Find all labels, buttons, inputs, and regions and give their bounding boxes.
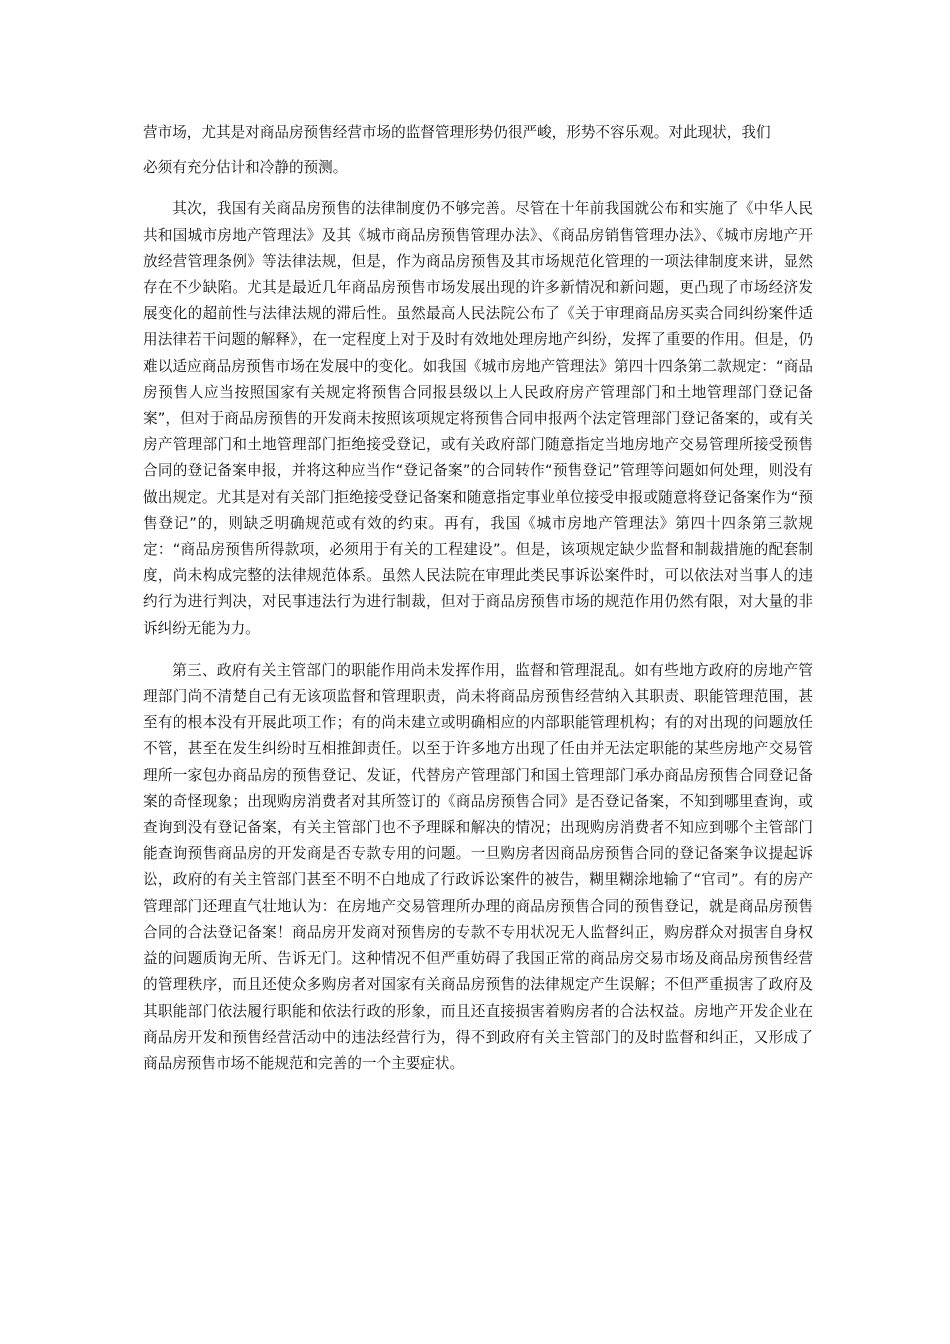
- document-page: [143, 120, 813, 1077]
- paragraph-third-point: 第三、政府有关主管部门的职能作用尚未发挥作用，监督和管理混乱。如有些地方政府的房地产管理部门尚不清楚自己有无该项监督和管理职责，尚未将商品房预售经营纳入其职责、职能管理范围，甚至有的根本没有开展此项工作；有的尚未建立或明确相应的内部职能管理机构；有的对出现的问题放任不管，甚至在发生纠纷时互相推卸责任。以至于许多地方出现了任由并无法定职能的某些房地产交易管理所一家包办商品房的预售登记、发证，代替房产管理部门和国土管理部门承办商品房预售合同登记备案的奇怪现象；出现购房消费者对其所签订的《商品房预售合同》是否登记备案，不知到哪里查询，或查询到没有登记备案，有关主管部门也不予理睬和解决的情况；出现购房消费者不知应到哪个主管部门能查询预售商品房的开发商是否专款专用的问题。一旦购房者因商品房预售合同的登记备案争议提起诉讼，政府的有关主管部门甚至不明不白地成了行政诉讼案件的被告，糊里糊涂地输了“官司”。有的房产管理部门还理直气壮地认为：在房地产交易管理所办理的商品房预售合同的预售登记，就是商品房预售合同的合法登记备案！商品房开发商对预售房的专款不专用状况无人监督纠正，购房群众对损害自身权益的问题质询无所、告诉无门。这种情况不但严重妨碍了我国正常的商品房交易市场及商品房预售经营的管理秩序，而且还使众多购房者对国家有关商品房预售的法律规定产生误解；不但严重损害了政府及其职能部门依法履行职能和依法行政的形象，而且还直接损害着购房者的合法权益。房地产开发企业在商品房开发和预售经营活动中的违法经营行为，得不到政府有关主管部门的及时监督和纠正，又形成了商品房预售市场不能规范和完善的一个主要症状。: [143, 661, 813, 1072]
- paragraph-second-point: 其次，我国有关商品房预售的法律制度仍不够完善。尽管在十年前我国就公布和实施了《中华人民共和国城市房地产管理法》及其《城市商品房预售管理办法》、《商品房销售管理办法》、《城市房地产开放经营管理条例》等法律法规，但是，作为商品房预售及其市场规范化管理的一项法律制度来讲，显然存在不少缺陷。尤其是最近几年商品房预售市场发展出现的许多新情况和新问题，更凸现了市场经济发展变化的超前性与法律法规的滞后性。虽然最高人民法院公布了《关于审理商品房买卖合同纠纷案件适用法律若干问题的解释》，在一定程度上对于及时有效地处理房地产纠纷，发挥了重要的作用。但是，仍难以适应商品房预售市场在发展中的变化。如我国《城市房地产管理法》第四十四条第二款规定：“商品房预售人应当按照国家有关规定将预售合同报县级以上人民政府房产管理部门和土地管理部门登记备案”，但对于商品房预售的开发商未按照该项规定将预售合同申报两个法定管理部门登记备案的，或有关房产管理部门和土地管理部门拒绝接受登记，或有关政府部门随意指定当地房地产交易管理所接受预售合同的登记备案申报，并将这种应当作“登记备案”的合同转作“预售登记”管理等问题如何处理，则没有做出规定。尤其是对有关部门拒绝接受登记备案和随意指定事业单位接受申报或随意将登记备案作为“预售登记”的，则缺乏明确规范或有效的约束。再有，我国《城市房地产管理法》第四十四条第三款规定：“商品房预售所得款项，必须用于有关的工程建设”。但是，该项规定缺少监督和制裁措施的配套制度，尚未构成完整的法律规范体系。虽然人民法院在审理此类民事诉讼案件时，可以依法对当事人的违约行为进行判决，对民事违法行为进行制裁，但对于商品房预售市场的规范作用仍然有限，对大量的非诉纠纷无能为力。: [143, 200, 813, 637]
- paragraph-continuation: 营市场，尤其是对商品房预售经营市场的监督管理形势仍很严峻，形势不容乐观。对此现状，我们: [143, 124, 771, 141]
- paragraph-continuation-end: 必须有充分估计和冷静的预测。: [143, 159, 348, 177]
